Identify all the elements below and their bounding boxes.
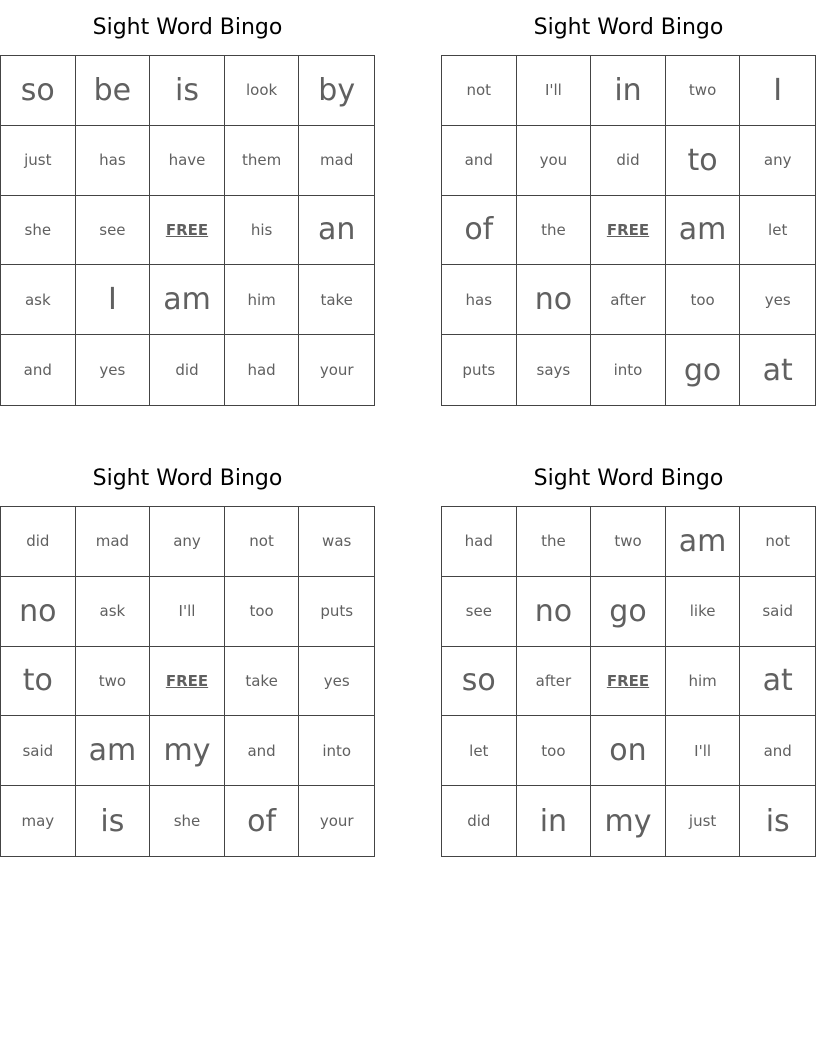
bingo-cell: see: [76, 196, 151, 266]
bingo-cell: him: [225, 265, 300, 335]
bingo-cell: you: [517, 126, 592, 196]
bingo-cell: says: [517, 335, 592, 405]
bingo-cell: to: [666, 126, 741, 196]
bingo-cell: in: [591, 56, 666, 126]
bingo-cell: any: [740, 126, 815, 196]
bingo-grid: [441, 506, 816, 857]
bingo-cell: is: [76, 786, 151, 856]
bingo-cell: I: [740, 56, 815, 126]
bingo-cell: am: [150, 265, 225, 335]
bingo-cell: be: [76, 56, 151, 126]
bingo-cell: just: [666, 786, 741, 856]
bingo-cell: may: [1, 786, 76, 856]
bingo-cell: said: [1, 716, 76, 786]
bingo-cell: any: [150, 507, 225, 577]
bingo-cell: go: [591, 577, 666, 647]
bingo-cell: so: [442, 647, 517, 717]
bingo-cell: him: [666, 647, 741, 717]
bingo-cell: to: [1, 647, 76, 717]
bingo-cell: said: [740, 577, 815, 647]
bingo-cell: your: [319, 361, 354, 380]
bingo-cell: and: [740, 716, 815, 786]
bingo-cell: has: [76, 126, 151, 196]
bingo-cell: did: [442, 786, 517, 856]
bingo-cell: the: [517, 507, 592, 577]
bingo-cell: at: [740, 647, 815, 717]
bingo-cell: no: [517, 265, 592, 335]
bingo-cell: I'll: [666, 716, 741, 786]
bingo-cell: did: [591, 126, 666, 196]
bingo-cell: no: [517, 577, 592, 647]
bingo-cell: she: [1, 196, 76, 266]
bingo-cell: two: [76, 647, 151, 717]
bingo-cell: too: [225, 577, 300, 647]
free-space-cell: FREE: [150, 647, 225, 717]
bingo-cell: has: [442, 265, 517, 335]
bingo-cell: I'll: [150, 577, 225, 647]
bingo-cell: after: [517, 647, 592, 717]
free-space-cell: FREE: [591, 647, 666, 717]
bingo-cell: too: [666, 265, 741, 335]
bingo-cell: ask: [1, 265, 76, 335]
bingo-cell: am: [666, 507, 741, 577]
bingo-cell: your: [319, 812, 354, 831]
bingo-cell: into: [591, 335, 666, 405]
bingo-cell: so: [1, 56, 76, 126]
bingo-cell: and: [225, 716, 300, 786]
bingo-cell: ask: [76, 577, 151, 647]
bingo-cell: see: [442, 577, 517, 647]
bingo-cell: had: [442, 507, 517, 577]
card-title: Sight Word Bingo: [92, 15, 283, 40]
bingo-cell: in: [517, 786, 592, 856]
bingo-cell: yes: [740, 265, 815, 335]
bingo-cell: I: [76, 265, 151, 335]
bingo-cell: had: [225, 335, 300, 405]
bingo-cell: by: [299, 56, 374, 126]
bingo-cell: not: [442, 56, 517, 126]
bingo-cell: no: [1, 577, 76, 647]
bingo-cell: let: [740, 196, 815, 266]
bingo-cell: and: [1, 335, 76, 405]
bingo-grid: [0, 55, 375, 406]
bingo-cell: an: [299, 196, 374, 266]
bingo-cell: is: [150, 56, 225, 126]
bingo-cell: on: [591, 716, 666, 786]
bingo-cell: not: [740, 507, 815, 577]
bingo-cell: puts: [442, 335, 517, 405]
bingo-grid: [0, 506, 375, 857]
bingo-cell: them: [225, 126, 300, 196]
bingo-cell: yes: [76, 335, 151, 405]
bingo-cell: go: [666, 335, 741, 405]
bingo-cell: she: [150, 786, 225, 856]
free-space-cell: FREE: [591, 196, 666, 266]
bingo-grid: [441, 55, 816, 406]
bingo-cell: like: [666, 577, 741, 647]
bingo-cell: take: [225, 647, 300, 717]
bingo-cell: my: [150, 716, 225, 786]
bingo-cell: not: [225, 507, 300, 577]
bingo-cell: am: [666, 196, 741, 266]
bingo-cell: his: [225, 196, 300, 266]
bingo-cell: did: [150, 335, 225, 405]
bingo-cell: let: [442, 716, 517, 786]
bingo-cell: at: [762, 352, 793, 388]
card-title: Sight Word Bingo: [533, 466, 724, 491]
bingo-cell: and: [442, 126, 517, 196]
bingo-cell: mad: [299, 126, 374, 196]
bingo-cell: after: [591, 265, 666, 335]
bingo-cell: of: [442, 196, 517, 266]
bingo-cell: have: [150, 126, 225, 196]
bingo-cell: mad: [76, 507, 151, 577]
bingo-cell: into: [299, 716, 374, 786]
bingo-cell: take: [299, 265, 374, 335]
card-title: Sight Word Bingo: [533, 15, 724, 40]
bingo-cell: is: [765, 803, 790, 839]
bingo-cell: too: [517, 716, 592, 786]
bingo-cell: the: [517, 196, 592, 266]
bingo-cell: of: [225, 786, 300, 856]
bingo-cell: two: [591, 507, 666, 577]
bingo-cell: did: [1, 507, 76, 577]
bingo-cell: yes: [299, 647, 374, 717]
bingo-cell: look: [225, 56, 300, 126]
bingo-cell: puts: [299, 577, 374, 647]
bingo-cell: I'll: [517, 56, 592, 126]
bingo-cell: am: [76, 716, 151, 786]
bingo-cell: was: [299, 507, 374, 577]
bingo-cell: just: [1, 126, 76, 196]
bingo-cell: my: [591, 786, 666, 856]
free-space-cell: FREE: [150, 196, 225, 266]
card-title: Sight Word Bingo: [92, 466, 283, 491]
bingo-cell: two: [666, 56, 741, 126]
